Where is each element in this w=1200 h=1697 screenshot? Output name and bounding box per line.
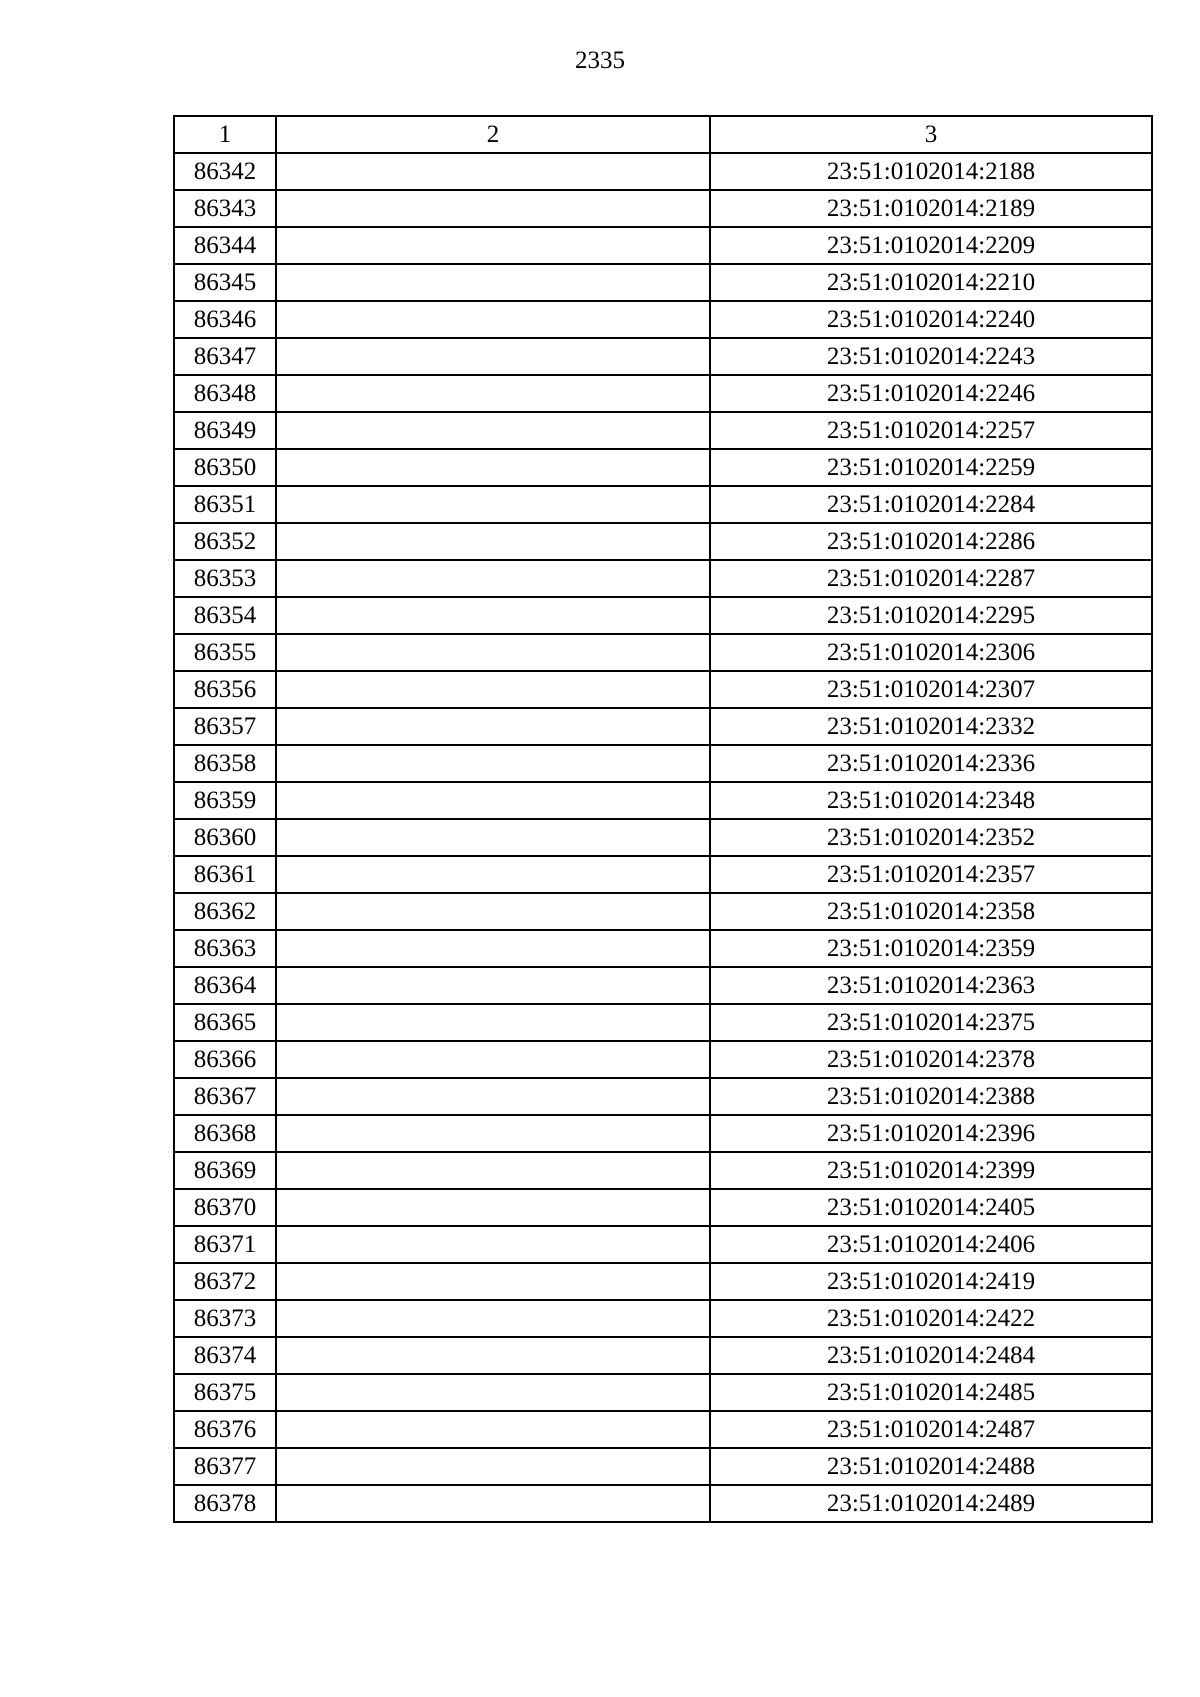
- cadastral-number-cell: 23:51:0102014:2286: [710, 523, 1152, 560]
- description-cell: [276, 560, 710, 597]
- description-cell: [276, 190, 710, 227]
- description-cell: [276, 412, 710, 449]
- row-number-cell: 86348: [174, 375, 276, 412]
- description-cell: [276, 1485, 710, 1522]
- table-row: [174, 560, 1152, 597]
- row-number-cell: 86376: [174, 1411, 276, 1448]
- cadastral-number-cell: 23:51:0102014:2352: [710, 819, 1152, 856]
- description-cell: [276, 1300, 710, 1337]
- description-cell: [276, 1078, 710, 1115]
- cadastral-number-cell: 23:51:0102014:2259: [710, 449, 1152, 486]
- cadastral-number-cell: 23:51:0102014:2348: [710, 782, 1152, 819]
- description-cell: [276, 1189, 710, 1226]
- row-number-cell: 86350: [174, 449, 276, 486]
- row-number-cell: 86366: [174, 1041, 276, 1078]
- row-number-cell: 86370: [174, 1189, 276, 1226]
- table-row: [174, 1411, 1152, 1448]
- cadastral-number-cell: 23:51:0102014:2243: [710, 338, 1152, 375]
- table-row: [174, 1226, 1152, 1263]
- table-row: [174, 1152, 1152, 1189]
- cadastral-number-cell: 23:51:0102014:2485: [710, 1374, 1152, 1411]
- table-row: [174, 782, 1152, 819]
- row-number-cell: 86353: [174, 560, 276, 597]
- table-row: [174, 338, 1152, 375]
- cadastral-number-cell: 23:51:0102014:2209: [710, 227, 1152, 264]
- description-cell: [276, 856, 710, 893]
- description-cell: [276, 967, 710, 1004]
- cadastral-number-cell: 23:51:0102014:2358: [710, 893, 1152, 930]
- cadastral-number-cell: 23:51:0102014:2210: [710, 264, 1152, 301]
- data-table: [173, 115, 1153, 1523]
- row-number-cell: 86365: [174, 1004, 276, 1041]
- table-row: [174, 1448, 1152, 1485]
- table-row: [174, 893, 1152, 930]
- cadastral-number-cell: 23:51:0102014:2363: [710, 967, 1152, 1004]
- row-number-cell: 86342: [174, 153, 276, 190]
- row-number-cell: 86367: [174, 1078, 276, 1115]
- row-number-cell: 86347: [174, 338, 276, 375]
- cadastral-number-cell: 23:51:0102014:2378: [710, 1041, 1152, 1078]
- header-cell-2: 2: [276, 116, 710, 153]
- cadastral-number-cell: 23:51:0102014:2375: [710, 1004, 1152, 1041]
- description-cell: [276, 1004, 710, 1041]
- cadastral-number-cell: 23:51:0102014:2307: [710, 671, 1152, 708]
- description-cell: [276, 930, 710, 967]
- description-cell: [276, 449, 710, 486]
- table-row: [174, 1189, 1152, 1226]
- header-cell-3: 3: [710, 116, 1152, 153]
- description-cell: [276, 523, 710, 560]
- row-number-cell: 86358: [174, 745, 276, 782]
- description-cell: [276, 1263, 710, 1300]
- description-cell: [276, 893, 710, 930]
- row-number-cell: 86357: [174, 708, 276, 745]
- row-number-cell: 86378: [174, 1485, 276, 1522]
- cadastral-number-cell: 23:51:0102014:2488: [710, 1448, 1152, 1485]
- cadastral-number-cell: 23:51:0102014:2419: [710, 1263, 1152, 1300]
- table-row: [174, 227, 1152, 264]
- row-number-cell: 86373: [174, 1300, 276, 1337]
- table-row: [174, 190, 1152, 227]
- cadastral-number-cell: 23:51:0102014:2406: [710, 1226, 1152, 1263]
- row-number-cell: 86361: [174, 856, 276, 893]
- table-row: [174, 1300, 1152, 1337]
- row-number-cell: 86360: [174, 819, 276, 856]
- description-cell: [276, 264, 710, 301]
- table-body: [174, 116, 1152, 1522]
- description-cell: [276, 634, 710, 671]
- description-cell: [276, 782, 710, 819]
- cadastral-number-cell: 23:51:0102014:2188: [710, 153, 1152, 190]
- row-number-cell: 86377: [174, 1448, 276, 1485]
- row-number-cell: 86354: [174, 597, 276, 634]
- table-row: [174, 1004, 1152, 1041]
- cadastral-number-cell: 23:51:0102014:2246: [710, 375, 1152, 412]
- table-row: [174, 153, 1152, 190]
- row-number-cell: 86371: [174, 1226, 276, 1263]
- description-cell: [276, 1448, 710, 1485]
- table-row: [174, 1337, 1152, 1374]
- description-cell: [276, 708, 710, 745]
- table-row: [174, 671, 1152, 708]
- row-number-cell: 86346: [174, 301, 276, 338]
- row-number-cell: 86351: [174, 486, 276, 523]
- table-row: [174, 412, 1152, 449]
- cadastral-number-cell: 23:51:0102014:2257: [710, 412, 1152, 449]
- header-cell-1: 1: [174, 116, 276, 153]
- row-number-cell: 86345: [174, 264, 276, 301]
- table-row: [174, 930, 1152, 967]
- cadastral-number-cell: 23:51:0102014:2405: [710, 1189, 1152, 1226]
- row-number-cell: 86352: [174, 523, 276, 560]
- table-row: [174, 708, 1152, 745]
- page-number: 2335: [575, 47, 625, 74]
- table-row: [174, 597, 1152, 634]
- cadastral-number-cell: 23:51:0102014:2287: [710, 560, 1152, 597]
- description-cell: [276, 1152, 710, 1189]
- description-cell: [276, 1374, 710, 1411]
- description-cell: [276, 338, 710, 375]
- description-cell: [276, 375, 710, 412]
- cadastral-number-cell: 23:51:0102014:2240: [710, 301, 1152, 338]
- cadastral-number-cell: 23:51:0102014:2359: [710, 930, 1152, 967]
- table-row: [174, 523, 1152, 560]
- table-row: [174, 819, 1152, 856]
- description-cell: [276, 1337, 710, 1374]
- row-number-cell: 86375: [174, 1374, 276, 1411]
- row-number-cell: 86359: [174, 782, 276, 819]
- cadastral-number-cell: 23:51:0102014:2295: [710, 597, 1152, 634]
- table-row: [174, 449, 1152, 486]
- cadastral-number-cell: 23:51:0102014:2388: [710, 1078, 1152, 1115]
- row-number-cell: 86355: [174, 634, 276, 671]
- description-cell: [276, 1411, 710, 1448]
- description-cell: [276, 1041, 710, 1078]
- cadastral-number-cell: 23:51:0102014:2357: [710, 856, 1152, 893]
- row-number-cell: 86349: [174, 412, 276, 449]
- table-header-row: [174, 116, 1152, 153]
- row-number-cell: 86344: [174, 227, 276, 264]
- row-number-cell: 86362: [174, 893, 276, 930]
- description-cell: [276, 486, 710, 523]
- cadastral-number-cell: 23:51:0102014:2396: [710, 1115, 1152, 1152]
- table-row: [174, 264, 1152, 301]
- description-cell: [276, 227, 710, 264]
- table-row: [174, 1078, 1152, 1115]
- cadastral-number-cell: 23:51:0102014:2484: [710, 1337, 1152, 1374]
- description-cell: [276, 301, 710, 338]
- table-row: [174, 1041, 1152, 1078]
- description-cell: [276, 597, 710, 634]
- description-cell: [276, 819, 710, 856]
- row-number-cell: 86372: [174, 1263, 276, 1300]
- description-cell: [276, 1226, 710, 1263]
- cadastral-number-cell: 23:51:0102014:2487: [710, 1411, 1152, 1448]
- row-number-cell: 86369: [174, 1152, 276, 1189]
- cadastral-number-cell: 23:51:0102014:2284: [710, 486, 1152, 523]
- table-row: [174, 301, 1152, 338]
- description-cell: [276, 1115, 710, 1152]
- cadastral-number-cell: 23:51:0102014:2306: [710, 634, 1152, 671]
- table-row: [174, 967, 1152, 1004]
- description-cell: [276, 671, 710, 708]
- cadastral-number-cell: 23:51:0102014:2489: [710, 1485, 1152, 1522]
- table-row: [174, 634, 1152, 671]
- table-row: [174, 745, 1152, 782]
- description-cell: [276, 745, 710, 782]
- row-number-cell: 86343: [174, 190, 276, 227]
- table-row: [174, 1485, 1152, 1522]
- row-number-cell: 86364: [174, 967, 276, 1004]
- cadastral-number-cell: 23:51:0102014:2189: [710, 190, 1152, 227]
- cadastral-number-cell: 23:51:0102014:2422: [710, 1300, 1152, 1337]
- cadastral-number-cell: 23:51:0102014:2332: [710, 708, 1152, 745]
- cadastral-number-cell: 23:51:0102014:2399: [710, 1152, 1152, 1189]
- table-row: [174, 856, 1152, 893]
- row-number-cell: 86363: [174, 930, 276, 967]
- row-number-cell: 86356: [174, 671, 276, 708]
- row-number-cell: 86374: [174, 1337, 276, 1374]
- table-row: [174, 375, 1152, 412]
- cadastral-number-cell: 23:51:0102014:2336: [710, 745, 1152, 782]
- table-row: [174, 1115, 1152, 1152]
- table-row: [174, 486, 1152, 523]
- table-row: [174, 1374, 1152, 1411]
- description-cell: [276, 153, 710, 190]
- table-row: [174, 1263, 1152, 1300]
- row-number-cell: 86368: [174, 1115, 276, 1152]
